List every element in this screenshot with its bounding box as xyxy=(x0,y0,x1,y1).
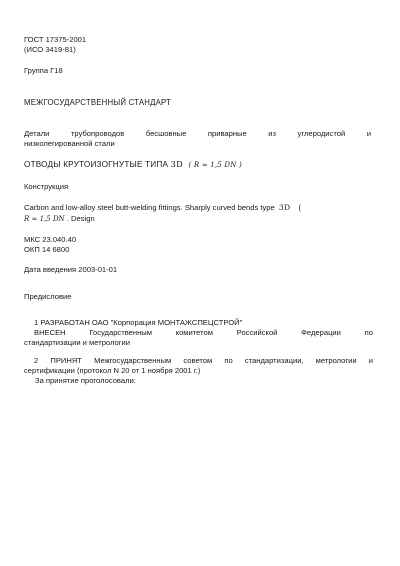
title-radius-formula: ( R ≈ 1,5 DN ) xyxy=(188,161,242,169)
iso-reference: (ИСО 3419-81) xyxy=(24,45,76,54)
preface-item-2-line-2: сертификации (протокол N 20 от 1 ноября 2001 г.) xyxy=(24,366,201,375)
english-title-text: Carbon and low-alloy steel butt-welding fittings. Sharply curved bends type xyxy=(24,203,275,212)
subject-line-2: низколегированной стали xyxy=(24,139,115,148)
effective-date: Дата введения 2003-01-01 xyxy=(24,265,118,274)
english-title-line-2 xyxy=(24,214,95,224)
subtitle: Конструкция xyxy=(24,182,69,191)
title-text: ОТВОДЫ КРУТОИЗОГНУТЫЕ ТИПА xyxy=(24,160,169,169)
subject-line-1: Детали трубопроводов бесшовные приварные из углеродистой и xyxy=(24,129,371,138)
preface-item-1: 1 РАЗРАБОТАН ОАО "Корпорация МОНТАЖСПЕЦСТРОЙ" xyxy=(34,318,243,327)
title-type-code: 3D xyxy=(170,159,183,169)
group-code: Группа Г18 xyxy=(24,66,63,75)
mks-code: МКС 23.040.40 xyxy=(24,235,77,244)
preface-item-1-sub-line-2: стандартизации и метрологии xyxy=(24,338,130,347)
english-type-code: 3D xyxy=(278,203,291,212)
preface-item-2-line-3: За принятие проголосовали: xyxy=(35,376,136,385)
preface-heading: Предисловие xyxy=(24,292,72,301)
standard-category: МЕЖГОСУДАРСТВЕННЫЙ СТАНДАРТ xyxy=(24,98,171,107)
english-paren-open: ( xyxy=(298,203,302,212)
english-title-suffix: . Design xyxy=(66,214,95,223)
preface-item-2-line-1: 2 ПРИНЯТ Межгосударственным советом по стандартизации, метрологии и xyxy=(34,356,373,365)
preface-item-1-sub-line-1: ВНЕСЕН Государственным комитетом Российской Федерации по xyxy=(34,328,373,337)
standard-number: ГОСТ 17375-2001 xyxy=(24,35,87,44)
okp-code: ОКП 14 6800 xyxy=(24,245,70,254)
english-radius: R ≈ 1,5 DN xyxy=(24,215,65,223)
document-title xyxy=(24,159,242,170)
english-title-line-1 xyxy=(24,203,301,212)
